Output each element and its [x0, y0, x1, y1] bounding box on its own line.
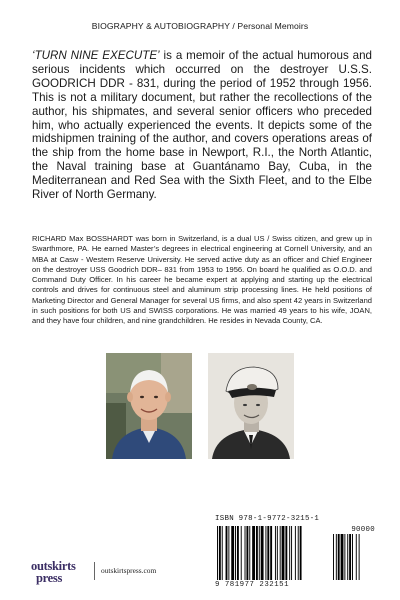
author-photo-navy — [208, 353, 294, 459]
author-photo-recent — [106, 353, 192, 459]
barcode-bars — [215, 526, 375, 582]
blurb-text: is a memoir of the actual humorous and serious incidents which occurred on the destroyer U.S.S. GOODRICH DDR - 831, during the period of 1952 through 1956. This is not a military document, but rather the recollections of the author, his shipmates, and several senior officers who preceded him, who actually experienced the events. It depicts some of the midshipmen training of the author, and covers operations areas of the ship from the home base in Newport, R.I., the North Atlantic, the Naval training base at Guantánamo Bay, Cuba, in the Mediterranean and Red Sea with the Sixth Fleet, and to the Elbe River of North Germany. — [32, 49, 372, 202]
publisher-website: outskirtspress.com — [101, 566, 157, 575]
author-bio: RICHARD Max BOSSHARDT was born in Switzerland, is a dual US / Swiss citizen, and grew up in Swarthmore, PA. He earned Master’s degrees in electrical engineering at Cornell University, and an MBA at Casw - Western Reserve University. He served active duty as an officer and Chief Engineer on the destroyer USS Goodrich DDR– 831 from 1953 to 1956. On board he qualified as O.O.D. and Command Duty Officer. In his career he became expert at applying and starting up the electrical controls and drives for continuous steel and aluminum strip processing lines. He held positions of Marketing Director and General Manager for several US firms, and also spent 42 years in Switzerland in such positions for both US and SWISS corporations. He was married 49 years to his wife, JOAN, and they have four children, and nine grandchildren. He resides in Nevada County, CA. — [32, 234, 372, 326]
category-label: BIOGRAPHY & AUTOBIOGRAPHY / Personal Memoirs — [91, 21, 309, 31]
publisher-logo-line2: press — [36, 571, 63, 585]
logo-divider — [94, 562, 95, 580]
isbn-number: ISBN 978-1-9772-3215-1 — [215, 515, 320, 523]
publisher-logo — [31, 559, 91, 585]
publisher-logo-line1: outskirts — [31, 559, 76, 573]
price-code: 90000 — [351, 526, 375, 534]
book-blurb — [32, 49, 372, 202]
isbn-barcode — [215, 515, 375, 591]
ean-number: 9 781977 232151 — [215, 581, 290, 589]
book-title: ‘TURN NINE EXECUTE’ — [32, 49, 160, 62]
